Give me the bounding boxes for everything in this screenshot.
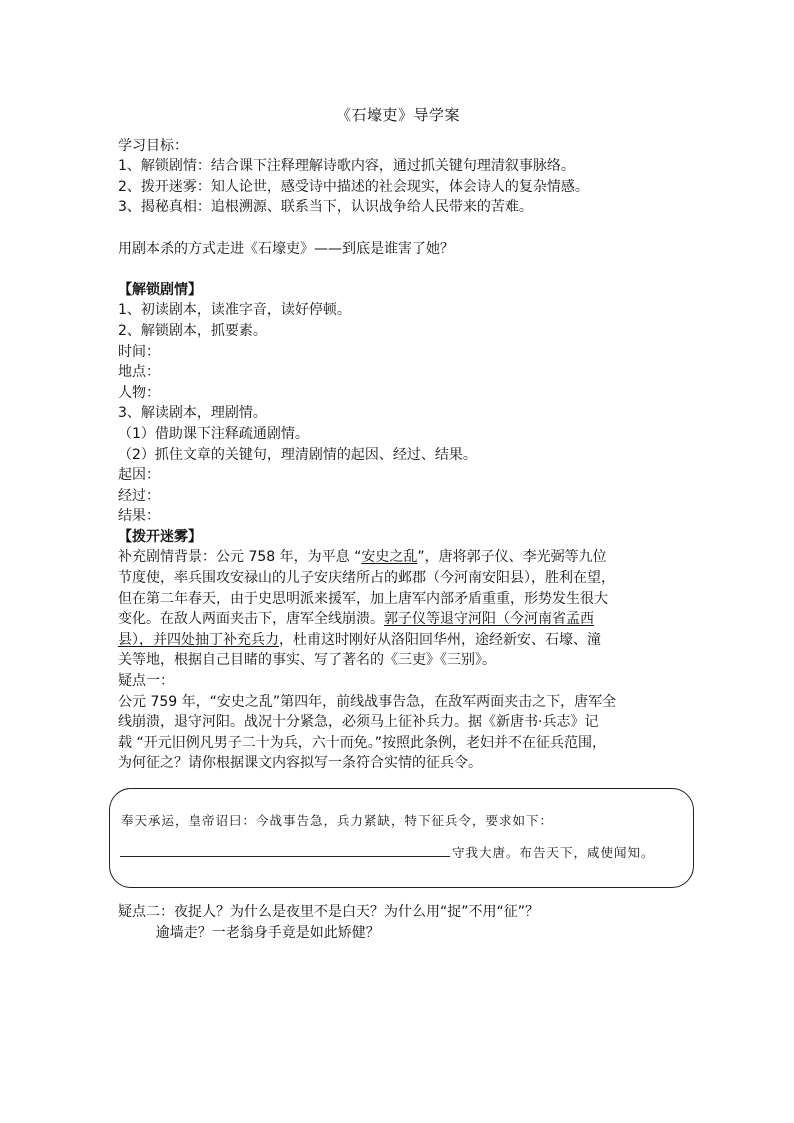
decree-line-1: 奉天承运，皇帝诏曰：今战事告急，兵力紧缺，特下征兵令，要求如下：: [121, 813, 554, 828]
question-1-line-1: 公元 759 年，“安史之乱”第四年，前线战事告急，在敌军两面夹击之下，唐军全: [118, 693, 617, 710]
underlined-phrase: 县），并四处抽丁补充兵力: [118, 631, 279, 648]
goal-item-3: 3、揭秘真相：追根溯源、联系当下，认识战争给人民带来的苦难。: [118, 199, 533, 216]
section-heading-unlock: 【解锁剧情】: [118, 281, 202, 298]
decree-line-2: 守我大唐。布告天下，咸使闻知。: [120, 843, 655, 864]
goal-item-2: 2、拨开迷雾：知人论世，感受诗中描述的社会现实，体会诗人的复杂情感。: [118, 178, 589, 195]
question-2-line-1: 疑点二：夜捉人？为什么是夜里不是白天？为什么用“捉”不用“征”？: [118, 904, 540, 920]
spacer: [118, 218, 678, 239]
question-1-line-4: 为何征之？请你根据课文内容拟写一条符合实情的征兵令。: [118, 755, 482, 772]
worksheet-page: [118, 105, 678, 943]
spacer: [118, 259, 678, 280]
background-line-4: 变化。在敌人两面夹击下，唐军全线崩溃。郭子仪等退守河阳（今河南省孟西: [118, 611, 594, 628]
goal-item-1: 1、解锁剧情：结合课下注释理解诗歌内容，通过抓关键句理清叙事脉络。: [118, 158, 575, 175]
background-line-1: 补充剧情背景：公元 758 年，为平息 “安史之乱”，唐将郭子仪、李光弼等九位: [118, 549, 607, 566]
sub-step-2: （2）抓住文章的关键句，理清剧情的起因、经过、结果。: [118, 446, 477, 463]
underlined-term: 安史之乱: [361, 549, 418, 566]
field-cause: 起因：: [118, 467, 160, 484]
sub-step-1: （1）借助课下注释疏通剧情。: [118, 425, 309, 442]
section-heading-clear-fog: 【拨开迷雾】: [118, 528, 202, 545]
decree-answer-box: [109, 788, 694, 888]
page-title: 《石壕吏》导学案: [335, 106, 460, 124]
question-1-line-3: 载 “开元旧例凡男子二十为兵，六十而免。”按照此条例，老妇并不在征兵范围，: [118, 734, 606, 751]
goals-heading: 学习目标：: [118, 137, 188, 154]
field-people: 人物：: [118, 384, 160, 401]
question-2-line-2: 逾墙走？一老翁身手竟是如此矫健？: [155, 924, 380, 941]
step-1: 1、初读剧本，读准字音，读好停顿。: [118, 302, 351, 319]
intro-text: 用剧本杀的方式走进《石壕吏》——到底是谁害了她？: [118, 240, 454, 257]
question-1-label: 疑点一：: [118, 673, 174, 690]
background-line-2: 节度使，率兵围攻安禄山的儿子安庆绪所占的邺郡（今河南安阳县），胜利在望，: [118, 570, 615, 587]
background-line-6: 关等地，根据自己目睹的事实、写了著名的《三吏》《三别》。: [118, 652, 496, 669]
decree-blank-line[interactable]: [120, 856, 450, 857]
field-time: 时间：: [118, 343, 160, 360]
step-2: 2、解锁剧本，抓要素。: [118, 322, 267, 339]
question-1-line-2: 线崩溃，退守河阳。战况十分紧急，必须马上征补兵力。据《新唐书·兵志》记: [118, 714, 599, 731]
background-line-5: 县），并四处抽丁补充兵力，杜甫这时刚好从洛阳回华州，途经新安、石壕、潼: [118, 631, 601, 648]
field-place: 地点：: [118, 364, 160, 381]
step-3: 3、解读剧本，理剧情。: [118, 405, 267, 422]
underlined-phrase: 郭子仪等退守河阳（今河南省孟西: [384, 611, 594, 628]
field-process: 经过：: [118, 487, 160, 504]
field-result: 结果：: [118, 508, 160, 525]
background-line-3: 但在第二年春天，由于史思明派来援军，加上唐军内部矛盾重重，形势发生很大: [118, 590, 608, 607]
